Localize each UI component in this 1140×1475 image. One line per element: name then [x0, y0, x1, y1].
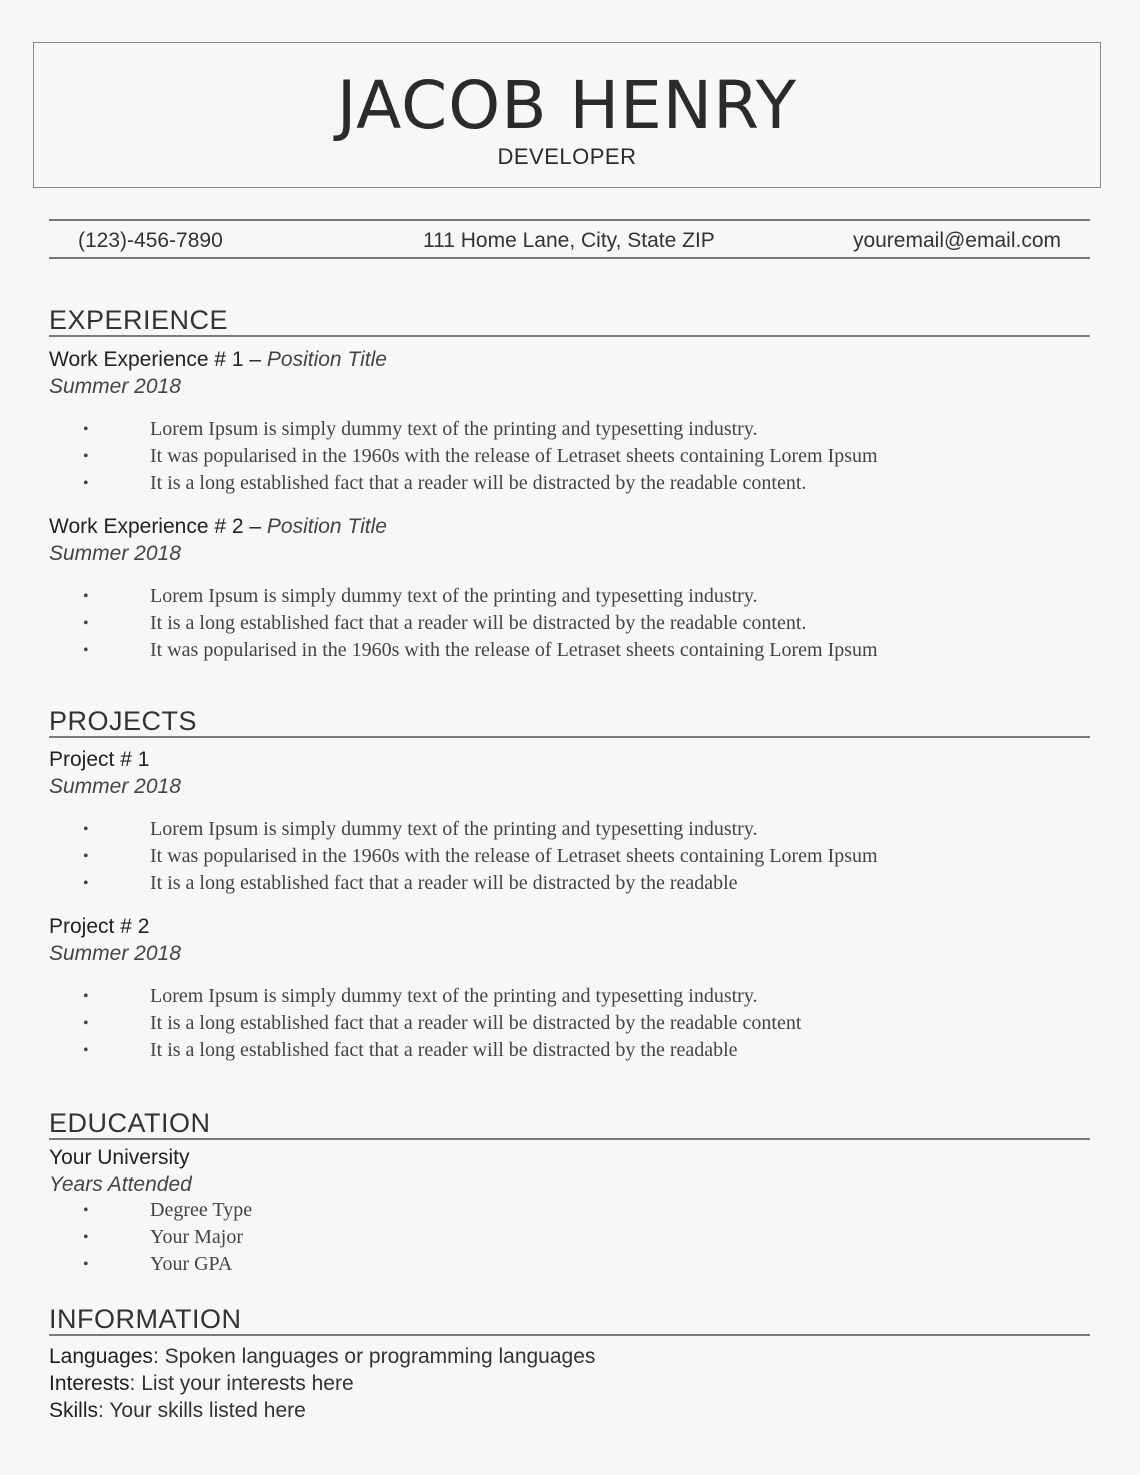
entry-date: Summer 2018 — [49, 375, 181, 398]
contact-email: youremail@email.com — [852, 229, 1061, 252]
info-label: Interests — [49, 1372, 130, 1395]
info-interests — [49, 1371, 354, 1397]
bullet-icon: • — [83, 421, 89, 438]
name-header-box — [33, 42, 1101, 188]
section-title-projects: PROJECTS — [49, 706, 1090, 738]
entry-date: Summer 2018 — [49, 542, 181, 565]
entry-position: Position Title — [266, 515, 387, 538]
info-sep: : — [152, 1345, 159, 1368]
entry-title: Project # 2 — [49, 915, 150, 938]
list-item-text: Degree Type — [150, 1199, 253, 1221]
list-item-text: Lorem Ipsum is simply dummy text of the printing and typesetting industry. — [150, 418, 758, 440]
entry-title — [49, 347, 387, 373]
list-item-text: Your GPA — [150, 1253, 233, 1275]
entry-title: Project # 1 — [49, 748, 150, 771]
info-languages — [49, 1344, 595, 1370]
candidate-role: DEVELOPER — [497, 144, 637, 169]
list-item-text: Lorem Ipsum is simply dummy text of the printing and typesetting industry. — [150, 818, 758, 840]
info-label: Skills — [49, 1399, 99, 1422]
section-title-experience: EXPERIENCE — [49, 305, 1090, 337]
entry-separator: – — [243, 515, 267, 538]
entry-date: Summer 2018 — [49, 942, 181, 965]
info-skills — [49, 1398, 306, 1424]
info-value: Your skills listed here — [103, 1399, 306, 1422]
bullet-icon: • — [83, 821, 89, 838]
entry-position: Position Title — [266, 348, 387, 371]
bullet-icon: • — [83, 1256, 89, 1273]
candidate-name: JACOB HENRY — [336, 67, 798, 144]
entry-date: Summer 2018 — [49, 775, 181, 798]
info-label: Languages — [49, 1345, 153, 1368]
contact-phone: (123)-456-7890 — [78, 229, 223, 252]
bullet-icon: • — [83, 988, 89, 1005]
contact-bar — [49, 219, 1090, 259]
list-item-text: It is a long established fact that a reader will be distracted by the readable content. — [150, 472, 807, 494]
list-item-text: Lorem Ipsum is simply dummy text of the printing and typesetting industry. — [150, 585, 758, 607]
section-title-education: EDUCATION — [49, 1108, 1090, 1140]
bullet-icon: • — [83, 1015, 89, 1032]
entry-heading: Work Experience # 2 — [49, 515, 244, 538]
list-item-text: It is a long established fact that a reader will be distracted by the readable content. — [150, 612, 807, 634]
info-value: List your interests here — [135, 1372, 354, 1395]
bullet-icon: • — [83, 475, 89, 492]
bullet-icon: • — [83, 1229, 89, 1246]
entry-title — [49, 514, 387, 540]
list-item-text: It was popularised in the 1960s with the release of Letraset sheets containing Lorem Ipsum — [150, 445, 878, 467]
education-school: Your University — [49, 1146, 190, 1169]
bullet-icon: • — [83, 1202, 89, 1219]
bullet-icon: • — [83, 1042, 89, 1059]
section-title-information: INFORMATION — [49, 1304, 1090, 1336]
list-item-text: Your Major — [150, 1226, 243, 1248]
bullet-icon: • — [83, 588, 89, 605]
entry-heading: Work Experience # 1 — [49, 348, 244, 371]
list-item-text: It is a long established fact that a reader will be distracted by the readable — [150, 872, 738, 894]
education-years: Years Attended — [49, 1173, 192, 1196]
info-sep: : — [129, 1372, 136, 1395]
list-item-text: It was popularised in the 1960s with the release of Letraset sheets containing Lorem Ipsum — [150, 639, 878, 661]
list-item-text: It was popularised in the 1960s with the release of Letraset sheets containing Lorem Ipsum — [150, 845, 878, 867]
list-item-text: It is a long established fact that a reader will be distracted by the readable content — [150, 1012, 802, 1034]
bullet-icon: • — [83, 448, 89, 465]
list-item-text: Lorem Ipsum is simply dummy text of the printing and typesetting industry. — [150, 985, 758, 1007]
bullet-icon: • — [83, 642, 89, 659]
list-item-text: It is a long established fact that a reader will be distracted by the readable — [150, 1039, 738, 1061]
info-value: Spoken languages or programming languages — [158, 1345, 596, 1368]
bullet-icon: • — [83, 848, 89, 865]
info-sep: : — [98, 1399, 104, 1422]
bullet-icon: • — [83, 875, 89, 892]
bullet-icon: • — [83, 615, 89, 632]
entry-separator: – — [243, 348, 267, 371]
contact-address: 111 Home Lane, City, State ZIP — [423, 229, 715, 252]
